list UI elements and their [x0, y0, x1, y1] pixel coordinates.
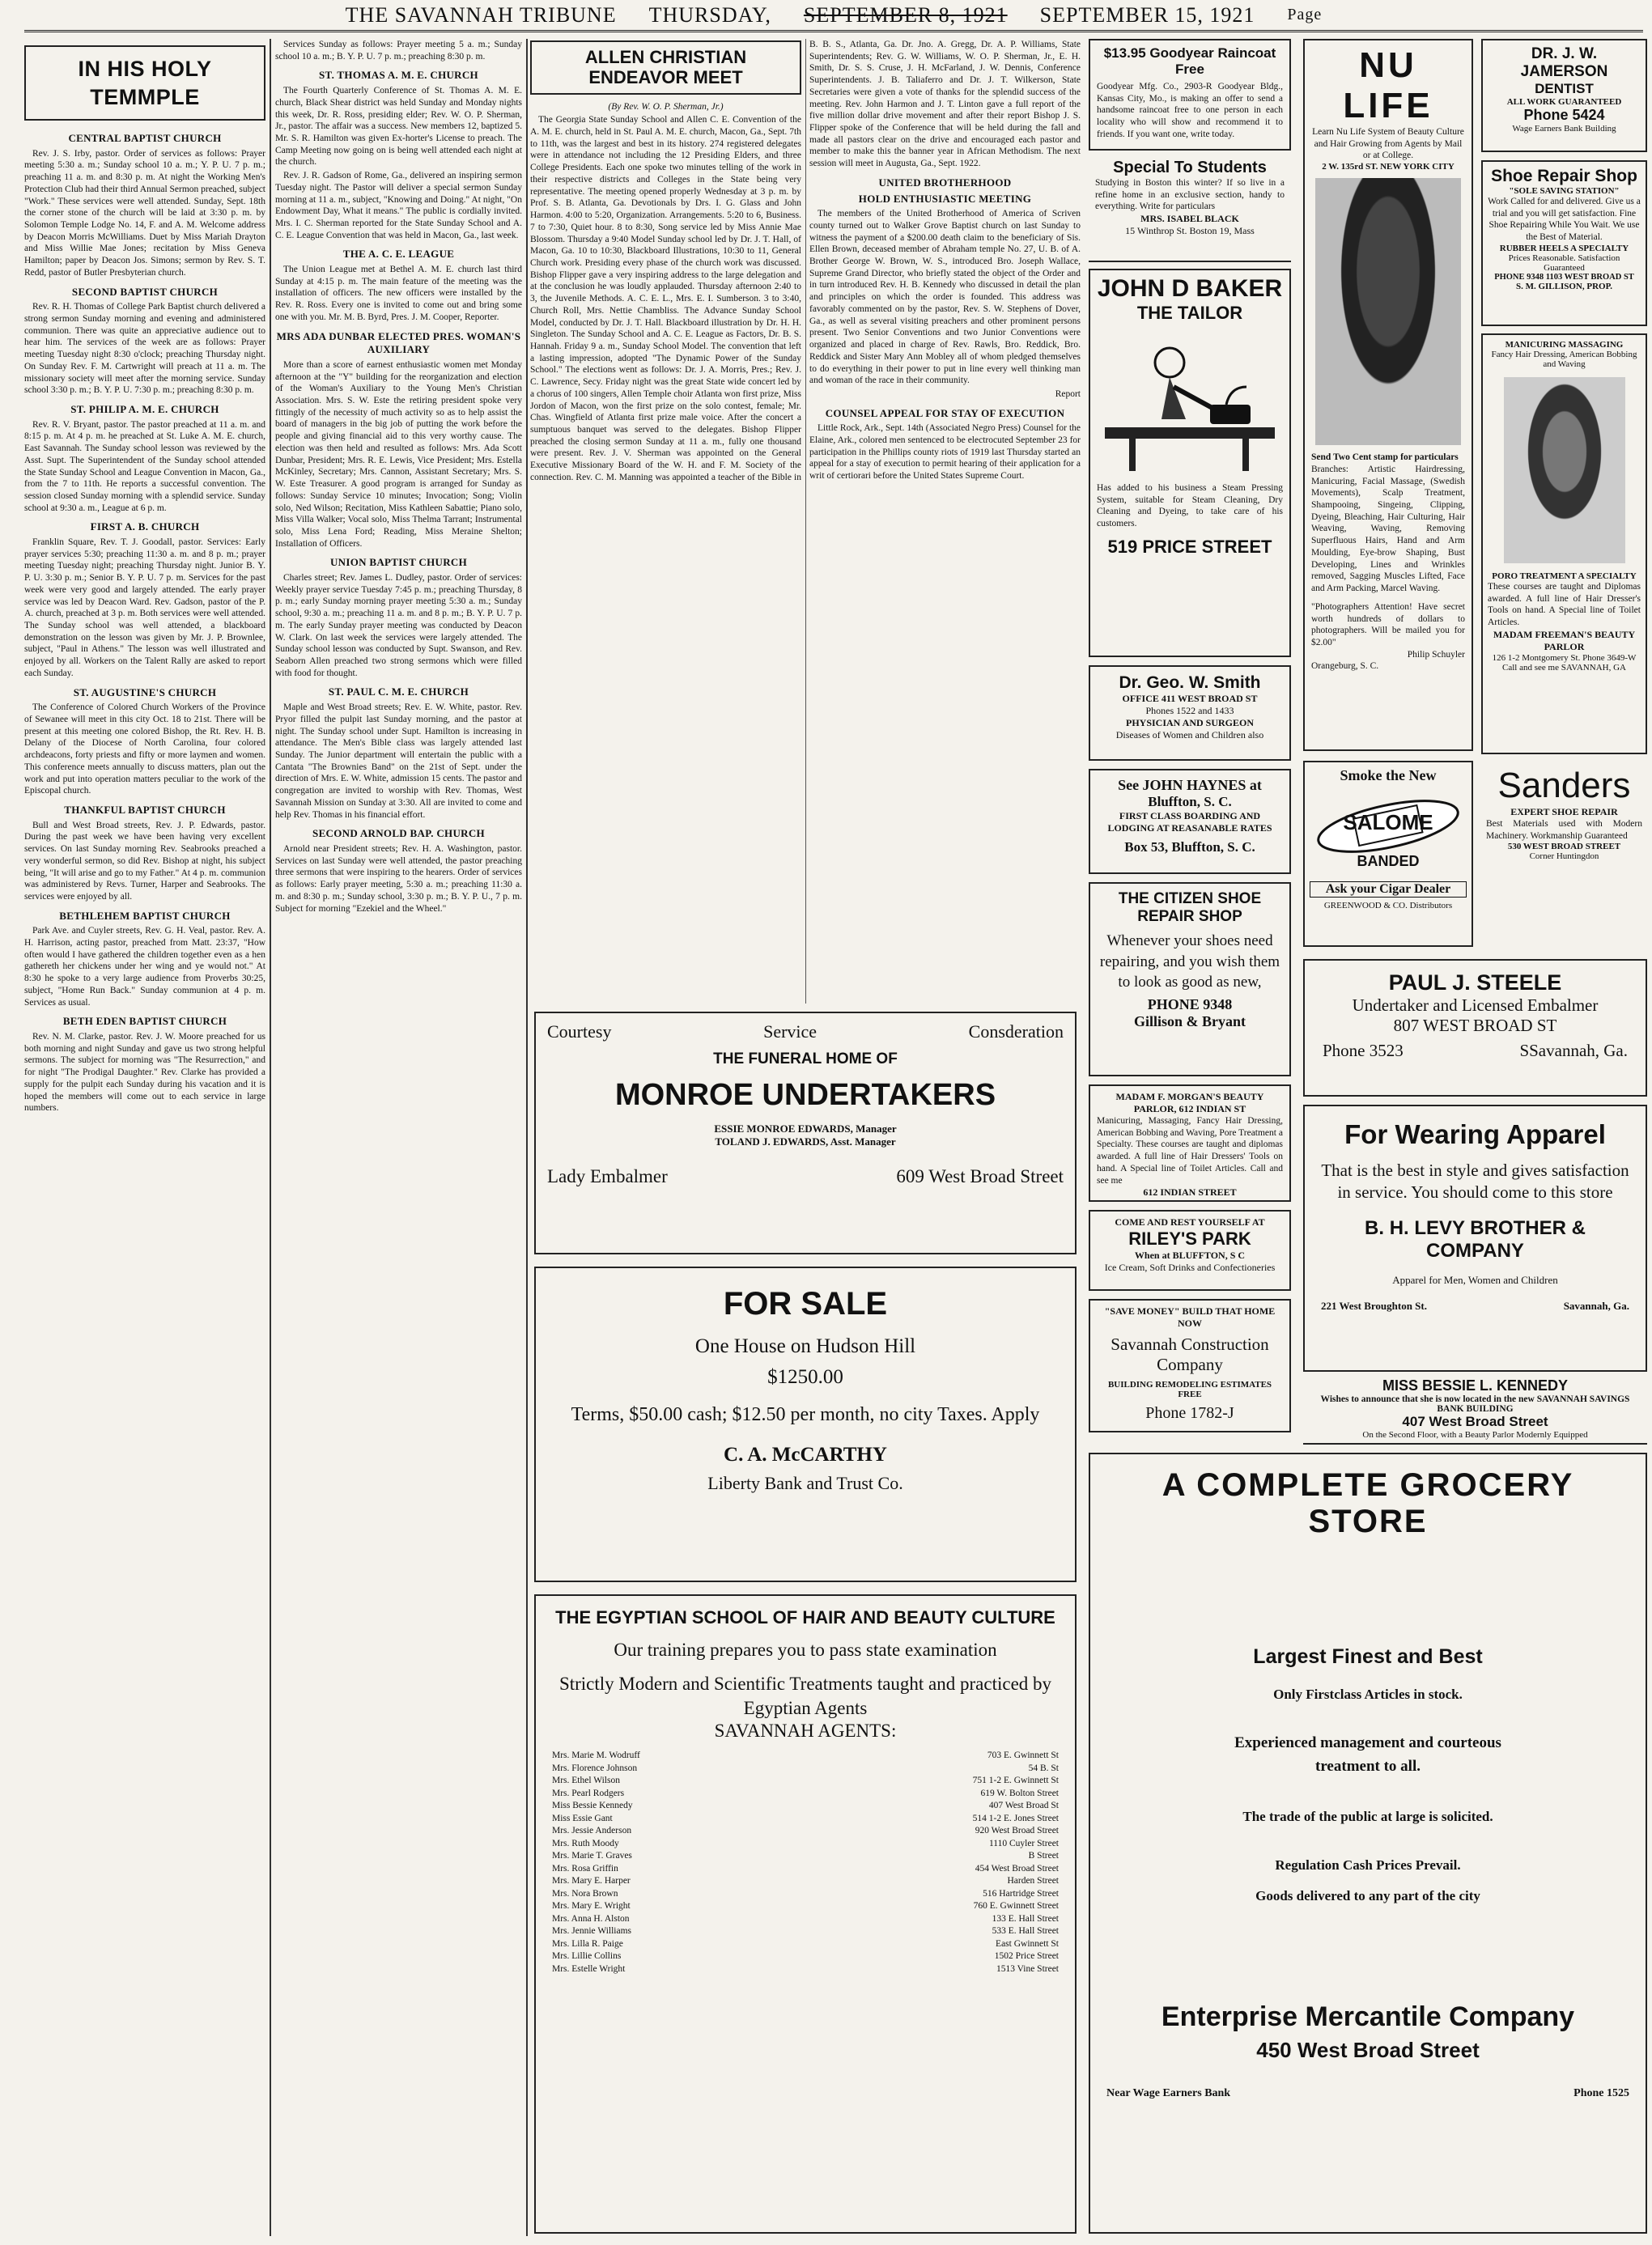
- funeral-tag-1: Courtesy: [547, 1021, 612, 1042]
- haynes-line1: See JOHN HAYNES at: [1118, 777, 1262, 793]
- brotherhood-heading: UNITED BROTHERHOOD: [878, 176, 1012, 189]
- section-body: Rev. J. S. Irby, pastor. Order of services as follows: Prayer meeting 5:30 a. m.; Sunday school 10 a. m.; Y. P. U. 7 p. m.; preaching 11 a. m. and 8:30 p. m. At night the Working Men's Protection Club had their third Annual Sermon preached, subject "Work." These services were well attended. Sunday, Sept. 18th the corner stone of the church will be laid at 3:30 p. m. by Solomon Temple Lodge No. 14, F. and A. M. Welcome address by Deacon Morris McWilliams. Duet by Miss Mariah Drayton and Miss Willie Mae Jones; recitation by Miss Geneva Hamilton; paper by Deacon Jos. Simons; sermon by Rev. S. T. Redd, pastor of Butler Presbyterian church.: [24, 148, 265, 278]
- section-body: The Union League met at Bethel A. M. E. church last third Sunday at 4:15 p. m. The main feature of the meeting was the installation of officers. The new officers were installed by the Rev. R. Ross. Every one is invited to come out and bring some one with you. Mr. M. B. Byrd, Pres. J. M. Cooper, Reporter.: [275, 265, 522, 322]
- salome-cigar-ad: [1303, 761, 1473, 947]
- kennedy-line1: Wishes to announce that she is now located in the new SAVANNAH SAVINGS BANK BUILDING: [1320, 1394, 1630, 1414]
- students-body: Studying in Boston this winter? If so live in a refine home in an exclusive section, handy to everything. Write for particulars: [1095, 178, 1285, 212]
- for-sale-bank: Liberty Bank and Trust Co.: [707, 1473, 903, 1493]
- paper-name: THE SAVANNAH TRIBUNE: [345, 2, 617, 27]
- funeral-tagline-row: [547, 1021, 1064, 1042]
- agent-name: Miss Bessie Kennedy: [552, 1801, 633, 1811]
- funeral-bottom-row: [547, 1166, 1064, 1187]
- agent-name: Mrs. Jessie Anderson: [552, 1826, 632, 1836]
- allen-endeavor-headline: ALLEN CHRISTIAN ENDEAVOR MEET: [584, 47, 747, 88]
- morgan-title: MADAM F. MORGAN'S BEAUTY PARLOR, 612 INDIAN ST: [1115, 1091, 1264, 1114]
- grocery-title: A COMPLETE GROCERY STORE: [1161, 1467, 1574, 1539]
- section-heading: ST. THOMAS A. M. E. CHURCH: [319, 69, 478, 82]
- agent-name: Mrs. Estelle Wright: [552, 1963, 626, 1974]
- freeman-city: Call and see me SAVANNAH, GA: [1502, 662, 1626, 673]
- tailor-pressing-illustration: [1097, 330, 1283, 476]
- section-heading: THANKFUL BAPTIST CHURCH: [64, 804, 226, 816]
- section-body: Rev. R. H. Thomas of College Park Baptist church delivered a strong sermon Sunday morning and evening and administered communion. There was quite an appreciative audience out to hear him. The services of the week are as follows: Prayer meeting Tuesday night 8:30 o'clock; preaching Thursday night. On Sunday Rev. F. M. Cartwright will preach at 11 a. m. The missionary society will meet after the morning service. Sunday school 3:30 p. m.; B. Y. P. U. 7:30 p. m.; preaching 8:30 p. m.: [24, 302, 265, 396]
- masthead: [24, 0, 1643, 32]
- agent-address: 703 E. Gwinnett St: [987, 1751, 1059, 1761]
- egyptian-line1: Our training prepares you to pass state examination: [614, 1640, 997, 1661]
- appeal-body: Little Rock, Ark., Sept. 14th (Associated Negro Press) Counsel for the Elaine, Ark., colored men sentenced to be electrocuted September 23 for participation in the Phillips county riots of 1919 last Thursday started an appeal for a stay of execution to permit hearing of their application for a writ of certiorari before the United States Supreme Court.: [809, 423, 1081, 482]
- agent-row: [550, 1863, 1060, 1876]
- section-heading: BETH EDEN BAPTIST CHURCH: [62, 1015, 227, 1028]
- agent-name: Mrs. Pearl Rodgers: [552, 1788, 625, 1798]
- section-body: Franklin Square, Rev. T. J. Goodall, pastor. Services: Early prayer services 5:30; preaching 11:30 a. m. and 8 p. m.; prayer meeting Tuesday night; preaching Thursday night. Junior B. Y. P. U. 3:30 p. m.; Senior B. Y. P. U. 7 p. m. Services for the past week were very good and largely attended. The early prayer service was led by Deacon Ward. Rev. Gadson, pastor of the P. A. church, preached at 3 p. m. Both services were well attended. The Sunday school was well attended, a blackboard demonstration on the lesson was given by Mr. J. P. Brownlee, subject, "Paul in Athens." The lesson was well illustrated and enjoyed by all. Workers on the Talent Rally are asked to report each Sunday.: [24, 537, 265, 678]
- section-heading: SECOND BAPTIST CHURCH: [71, 285, 219, 298]
- savannah-construction-ad: [1089, 1299, 1291, 1432]
- agent-row: [550, 1875, 1060, 1888]
- riley-line4: Ice Cream, Soft Drinks and Confectioneries: [1104, 1262, 1276, 1273]
- section-heading: CENTRAL BAPTIST CHURCH: [68, 132, 222, 145]
- goodyear-body: Goodyear Mfg. Co., 2903-R Goodyear Bldg., Kansas City, Mo., is making an offer to send a handsome raincoat free to one person in each locality who will show and recommend it to friends. If you want one, write today.: [1097, 82, 1283, 139]
- nu-life-town: Orangeburg, S. C.: [1311, 661, 1379, 672]
- section-body: Park Ave. and Cuyler streets, Rev. G. H. Veal, pastor. Rev. A. H. Harrison, acting pastor, preached from Matt. 23:37, "How often would I have gathered the children together even as a hen gathereth her chickens under her wing and ye would not." At 8:30 he spoke to a very large audience from Proverbs 30:25, subject, "Home Run Back." Sunday communion at 4 p. m. Services as usual.: [24, 926, 265, 1008]
- jamerson-name: DR. J. W. JAMERSON: [1520, 45, 1608, 80]
- levy-line1: That is the best in style and gives satisfaction in service. You should come to this store: [1321, 1161, 1629, 1203]
- baker-address: 519 PRICE STREET: [1107, 536, 1272, 557]
- agent-name: Mrs. Mary E. Harper: [552, 1876, 631, 1886]
- agent-name: Mrs. Nora Brown: [552, 1888, 618, 1899]
- masthead-date: SEPTEMBER 15, 1921: [1039, 2, 1255, 27]
- steele-bottom-row: [1323, 1041, 1628, 1061]
- construction-phone: Phone 1782-J: [1145, 1404, 1234, 1422]
- salome-line1: Smoke the New: [1340, 767, 1437, 783]
- nu-life-stamp-note: Send Two Cent stamp for particulars: [1311, 452, 1459, 463]
- egyptian-line2: Strictly Modern and Scientific Treatments taught and practiced by Egyptian Agents: [558, 1674, 1052, 1719]
- freeman-address: 126 1-2 Montgomery St. Phone 3649-W: [1492, 652, 1637, 663]
- grocery-line3: Experienced management and courteous treatment to all.: [1234, 1734, 1501, 1775]
- freeman-portrait: [1504, 377, 1625, 563]
- madam-freeman-ad: [1481, 333, 1647, 754]
- morgan-body: Manicuring, Massaging, Fancy Hair Dressing, American Bobbing and Waving, Pore Treatment a Specialty. These courses are taught and diplomas awarded. A full line of Hair Dressers' Tools on hand. A Special line of Toilet Articles. Call and see me: [1097, 1116, 1283, 1186]
- funeral-address: 609 West Broad Street: [896, 1166, 1064, 1186]
- agent-address: 454 West Broad Street: [975, 1863, 1059, 1874]
- masthead-day: THURSDAY,: [648, 2, 771, 27]
- agent-row: [550, 1900, 1060, 1913]
- construction-line2: BUILDING REMODELING ESTIMATES FREE: [1107, 1380, 1272, 1399]
- agent-address: East Gwinnett St: [996, 1938, 1059, 1949]
- funeral-tag-3: Consderation: [968, 1021, 1064, 1042]
- agent-address: Harden Street: [1007, 1876, 1059, 1886]
- in-his-holy-temple-headline: IN HIS HOLY TEMMPLE: [78, 57, 212, 109]
- agent-name: Mrs. Jennie Williams: [552, 1926, 632, 1937]
- citizen-shoe-ad: [1089, 882, 1291, 1076]
- section-body: Rev. R. V. Bryant, pastor. The pastor preached at 11 a. m. and 8:15 p. m. At 4 p. m. he preached at St. Luke A. M. E. church, East Savannah. The Sunday school lesson was reviewed by the Asst. Supt. The Superintendent of the Sunday school attended the State Sunday School and League Convention in Macon, Ga., from the 7 to 11th. He reports a successful convention. The session closed Sunday morning with a splendid service. Sunday school at 9:30 a. m., League at 6 p. m.: [24, 419, 265, 513]
- steele-phone: Phone 3523: [1323, 1041, 1404, 1060]
- nu-life-photographers-note: "Photographers Attention! Have secret worth hundreds of dollars to photographers. Will be mailed you for $2.00": [1311, 601, 1465, 647]
- shoe-repair-prices: Prices Reasonable. Satisfaction Guaranteed: [1508, 253, 1620, 273]
- for-sale-house: One House on Hudson Hill: [694, 1335, 916, 1357]
- citizen-title: THE CITIZEN SHOE REPAIR SHOP: [1118, 890, 1262, 925]
- in-his-holy-temple-headline-box: [24, 45, 265, 121]
- haynes-line4: Box 53, Bluffton, S. C.: [1124, 839, 1255, 855]
- appeal-heading: COUNSEL APPEAL FOR STAY OF EXECUTION: [825, 406, 1065, 419]
- steele-city: SSavannah, Ga.: [1519, 1041, 1628, 1060]
- special-students-ad: [1089, 155, 1291, 262]
- grocery-line1: Largest Finest and Best: [1253, 1645, 1483, 1668]
- funeral-asst-manager: TOLAND J. EDWARDS, Asst. Manager: [715, 1135, 896, 1148]
- sanders-line1: EXPERT SHOE REPAIR: [1510, 806, 1618, 817]
- nu-life-portrait: [1315, 178, 1461, 445]
- citizen-body: Whenever your shoes need repairing, and you wish them to look as good as new,: [1099, 932, 1280, 991]
- section-body: Charles street; Rev. James L. Dudley, pastor. Order of services: Weekly prayer service Tuesday 7:45 p. m.; preaching Thursday, 8 p. m.; early Sunday morning prayer meeting 5:30 a. m.; Sunday school, 9:30 a. m.; preaching 11 a. m. and 8 p. m.; B. Y. P. U. 7 p. m. The early Sunday prayer meeting was conducted by Deacon W. Clark. On last week the services were largely attended. The Sunday school lesson was conducted by Supt. Swanson, and Rev. Seaborn Allen preached two strong sermons which were filled with food for thought.: [275, 573, 522, 678]
- egyptian-agents-title: SAVANNAH AGENTS:: [714, 1721, 897, 1742]
- freeman-line3: PORO TREATMENT A SPECIALTY: [1492, 571, 1637, 581]
- monroe-undertakers-ad: [534, 1012, 1077, 1254]
- kennedy-address: 407 West Broad Street: [1402, 1414, 1548, 1429]
- jamerson-building: Wage Earners Bank Building: [1512, 124, 1616, 134]
- agent-address: 1513 Vine Street: [996, 1963, 1059, 1974]
- section-body: More than a score of earnest enthusiastic women met Monday afternoon at the "Y" building for the reorganization and election of the Woman's Auxiliary to the Young Men's Christian Association. Mrs. S. W. Este the retiring president spoke very fittingly of the necessity of much activity so as to help assist the board of managers in the big job of putting the work before the people and giving financial aid to this very worthy cause. The election was then held and resulted as follows: Mrs. Ada Scott Dunbar, President; Mrs. R. E. Lewis, Vice President; Mrs. Estella McKinley, Secretary; Mrs. Cannon, Assistant Secretary; Mrs. S. W. Este Treasurer. A good program is arranged for Sunday as follows: Sunday Service 10 minutes; Invocation; Song; Violin solo, Ned Wilson; Recitation, Miss Kathleen Sabattie; Piano solo, Miss Villa Walker; Vocal solo, Miss Thelma Tarrant; Instrumental solo, Miss Lena Ford; Reading, Miss Meraine Shelton; Installation of Officers.: [275, 359, 522, 549]
- goodyear-headline: $13.95 Goodyear Raincoat Free: [1103, 45, 1276, 77]
- column-rule: [526, 39, 528, 2236]
- riley-line3: When at BLUFFTON, S C: [1134, 1250, 1246, 1261]
- salome-distributor: GREENWOOD & CO. Distributors: [1323, 901, 1453, 910]
- salome-brand: SALOME: [1343, 810, 1433, 834]
- baker-body: Has added to his business a Steam Pressing System, suitable for Steam Cleaning, Dry Cleaning and Dyeing, to take care of his customers.: [1097, 483, 1283, 529]
- agent-name: Mrs. Anna H. Alston: [552, 1913, 630, 1924]
- nu-life-address: 2 W. 135rd ST. NEW YORK CITY: [1322, 162, 1455, 172]
- citizen-phone: PHONE 9348: [1147, 995, 1233, 1012]
- smith-name: Dr. Geo. W. Smith: [1119, 673, 1261, 692]
- egyptian-title: THE EGYPTIAN SCHOOL OF HAIR AND BEAUTY CULTURE: [555, 1607, 1055, 1628]
- kennedy-line2: On the Second Floor, with a Beauty Parlor Modernly Equipped: [1362, 1430, 1588, 1440]
- agent-row: [550, 1800, 1060, 1813]
- steele-name: PAUL J. STEELE: [1388, 970, 1562, 995]
- levy-bottom-row: [1321, 1300, 1629, 1313]
- john-baker-tailor-ad: [1089, 269, 1291, 657]
- nu-life-branches: Branches: Artistic Hairdressing, Manicuring, Facial Massage, (Swedish Movements), Scalp Treatment, Shampooing, Singeing, Clipping, Dyeing, Bleaching, Hair Culturing, Hair Weaving, Waving, Removing Superfluous Hairs, Hand and Arm Moulding, Eye-brow Shaping, Bust Developing, Lines and Wrinkles removed, Sagging Muscles Lifted, Face and Arm Packing, Marcel Waving.: [1311, 464, 1465, 594]
- agent-row: [550, 1913, 1060, 1926]
- baker-tagline: THE TAILOR: [1136, 303, 1243, 323]
- agent-address: 407 West Broad St: [988, 1801, 1059, 1811]
- section-heading: FIRST A. B. CHURCH: [90, 520, 200, 533]
- john-haynes-ad: [1089, 769, 1291, 874]
- grocery-store-ad: [1089, 1453, 1647, 2234]
- freeman-line2: Fancy Hair Dressing, American Bobbing and Waving: [1491, 350, 1637, 369]
- freeman-line1: MANICURING MASSAGING: [1505, 340, 1624, 350]
- riley-line1: COME AND REST YOURSELF AT: [1115, 1216, 1265, 1228]
- jamerson-guarantee: ALL WORK GUARANTEED: [1506, 97, 1622, 107]
- construction-line1: "SAVE MONEY" BUILD THAT HOME NOW: [1104, 1305, 1276, 1329]
- grocery-near: Near Wage Earners Bank: [1106, 2087, 1231, 2099]
- section-body: The Fourth Quarterly Conference of St. Thomas A. M. E. church, Black Shear district was held Sunday and Monday nights this week, Dr. R. Ross, presiding elder; Rev. W. O. P. Sherman, Jr., pastor. The affair was a success. New members 12, baptized 5. Mr. S. R. Hamilton was given Ex-horter's License to preach. The Camp Meeting now going on is being well attended each night at the church.: [275, 86, 522, 168]
- monroe-name: MONROE UNDERTAKERS: [614, 1078, 996, 1112]
- nu-life-ad: [1303, 39, 1473, 751]
- levy-name: B. H. LEVY BROTHER & COMPANY: [1365, 1216, 1586, 1262]
- column-allen-endeavor: [530, 39, 1081, 1004]
- smith-phones: Phones 1522 and 1433: [1145, 705, 1234, 716]
- for-sale-title: FOR SALE: [723, 1286, 888, 1322]
- agent-row: [550, 1838, 1060, 1851]
- agent-address: 516 Hartridge Street: [983, 1888, 1059, 1899]
- salome-line3: Ask your Cigar Dealer: [1310, 881, 1467, 898]
- for-sale-contact: C. A. McCARTHY: [724, 1444, 887, 1466]
- agent-address: 1110 Cuyler Street: [988, 1838, 1059, 1848]
- sanders-shoe-ad: [1481, 761, 1647, 947]
- agent-address: 514 1-2 E. Jones Street: [972, 1813, 1059, 1823]
- grocery-line6: Goods delivered to any part of the city: [1255, 1888, 1480, 1903]
- agent-address: 751 1-2 E. Gwinnett St: [972, 1776, 1059, 1786]
- agent-name: Mrs. Lillie Collins: [552, 1951, 622, 1962]
- grocery-line2: Only Firstclass Articles in stock.: [1273, 1687, 1463, 1702]
- funeral-home-line: THE FUNERAL HOME OF: [713, 1050, 898, 1067]
- sanders-name: Sanders: [1497, 766, 1631, 805]
- grocery-company: Enterprise Mercantile Company: [1161, 2001, 1575, 2032]
- grocery-address: 450 West Broad Street: [1256, 2038, 1480, 2062]
- section-heading: THE A. C. E. LEAGUE: [342, 248, 455, 261]
- agent-row: [550, 1750, 1060, 1763]
- shoe-repair-sub: "SOLE SAVING STATION": [1509, 186, 1620, 196]
- brotherhood-subheading: HOLD ENTHUSIASTIC MEETING: [858, 192, 1032, 205]
- page-label: Page: [1287, 6, 1323, 23]
- jamerson-phone: Phone 5424: [1523, 107, 1605, 123]
- haynes-line3: FIRST CLASS BOARDING AND LODGING AT REASANABLE RATES: [1107, 810, 1272, 834]
- grocery-line4: The trade of the public at large is solicited.: [1242, 1809, 1493, 1824]
- agent-row: [550, 1938, 1060, 1951]
- freeman-line4: These courses are taught and Diplomas awarded. A full line of Hair Dresser's Tools on hand. A Special line of Toilet Articles.: [1488, 582, 1641, 628]
- grocery-line5: Regulation Cash Prices Prevail.: [1275, 1857, 1461, 1873]
- students-address: 15 Winthrop St. Boston 19, Mass: [1125, 225, 1255, 237]
- agent-name: Mrs. Marie M. Wodruff: [552, 1751, 640, 1761]
- sanders-line3: 530 WEST BROAD STREET: [1507, 842, 1621, 852]
- levy-address: 221 West Broughton St.: [1321, 1299, 1427, 1312]
- agent-row: [550, 1825, 1060, 1838]
- allen-endeavor-byline: (By Rev. W. O. P. Sherman, Jr.): [608, 101, 724, 112]
- agent-name: Miss Essie Gant: [552, 1813, 613, 1823]
- shoe-repair-title: Shoe Repair Shop: [1491, 167, 1637, 185]
- nu-life-signature: Philip Schuyler: [1407, 649, 1465, 660]
- agent-address: 54 B. St: [1028, 1763, 1059, 1773]
- citizen-owners: Gillison & Bryant: [1133, 1012, 1246, 1029]
- shoe-repair-shop-ad: [1481, 160, 1647, 326]
- agent-row: [550, 1763, 1060, 1776]
- levy-line2: Apparel for Men, Women and Children: [1392, 1273, 1558, 1286]
- shoe-repair-rubber: RUBBER HEELS A SPECIALTY: [1499, 243, 1629, 253]
- nu-life-title: NU LIFE: [1343, 45, 1433, 125]
- funeral-manager: ESSIE MONROE EDWARDS, Manager: [714, 1122, 897, 1135]
- agent-row: [550, 1950, 1060, 1963]
- egyptian-school-ad: [534, 1594, 1077, 2234]
- allen-endeavor-headline-box: [530, 40, 801, 95]
- column-church-news-1: [24, 39, 265, 2236]
- column-church-news-2: [275, 39, 522, 2236]
- construction-name: Savannah Construction Company: [1111, 1335, 1269, 1374]
- madam-morgan-ad: [1089, 1084, 1291, 1202]
- levy-title: For Wearing Apparel: [1344, 1119, 1606, 1149]
- agents-table: [550, 1750, 1060, 1976]
- shoe-repair-phone: PHONE 9348 1103 WEST BROAD ST: [1494, 272, 1634, 282]
- for-sale-ad: [534, 1267, 1077, 1582]
- agent-row: [550, 1925, 1060, 1938]
- section-heading: BETHLEHEM BAPTIST CHURCH: [59, 909, 231, 922]
- agent-row: [550, 1850, 1060, 1863]
- morgan-address: 612 INDIAN STREET: [1143, 1186, 1237, 1199]
- agent-address: 133 E. Hall Street: [992, 1913, 1059, 1924]
- funeral-embalmer: Lady Embalmer: [547, 1166, 668, 1186]
- agent-name: Mrs. Ruth Moody: [552, 1838, 619, 1848]
- freeman-parlor: MADAM FREEMAN'S BEAUTY PARLOR: [1493, 628, 1636, 652]
- steele-line1: Undertaker and Licensed Embalmer: [1352, 995, 1599, 1015]
- agent-name: Mrs. Florence Johnson: [552, 1763, 638, 1773]
- masthead-date-struck: SEPTEMBER 8, 1921: [803, 2, 1008, 27]
- section-body: Rev. J. R. Gadson of Rome, Ga., delivered an inspiring sermon Tuesday night. The Pastor will deliver a special sermon Sunday morning at 11 a. m., subject, "Knowing and Doing." At night, "On Endowment Day, What it means." The public is cordially invited. Mrs. I. C. Sherman reported for the State Sunday School and A. C. E. League Convention that was held in Macon, Ga., last week.: [275, 171, 522, 240]
- shoe-repair-body: Work Called for and delivered. Give us a trial and you will get satisfaction. Fine Shoe Repairing While You Wait. We use the Best of Material.: [1488, 197, 1641, 243]
- students-title: Special To Students: [1113, 159, 1267, 176]
- section-body: Rev. N. M. Clarke, pastor. Rev. J. W. Moore preached for us both morning and night Sunday and gave us two strong helpful sermons. The subject for morning was "The Resurrection," and for night "The Prodigal Daughter." Rev. Clarke has provided a supply for the pulpit each Sunday during his vacation and it is hoped the members will come out to each service in large numbers.: [24, 1031, 265, 1114]
- section-heading: ST. PHILIP A. M. E. CHURCH: [70, 403, 219, 415]
- agent-name: Mrs. Rosa Griffin: [552, 1863, 618, 1874]
- haynes-line2: Bluffton, S. C.: [1148, 794, 1232, 809]
- agent-address: 619 W. Bolton Street: [980, 1788, 1059, 1798]
- smith-office: OFFICE 411 WEST BROAD ST: [1122, 693, 1258, 704]
- sanders-line4: Corner Huntingdon: [1529, 851, 1599, 862]
- section-body: Services Sunday as follows: Prayer meeting 5 a. m.; Sunday school 10 a. m.; B. Y. P. U. 7 p. m.; preaching 8:30 p. m.: [275, 40, 522, 62]
- levy-city: Savannah, Ga.: [1563, 1299, 1629, 1312]
- paul-steele-ad: [1303, 959, 1647, 1097]
- brotherhood-body: The members of the United Brotherhood of America of Scriven county turned out to Walker Grove Baptist church on last Sunday to witness the payment of a $200.00 death claim to the beneficiary of Sis. Ellen Brown, deceased member of Abraham temple No. 27, U. B. of A. Brother George W. Brown, W. S., introduced Bro. Joseph Wallace, Supreme Grand Director, who briefly stated the object of the Order and in turn introduced Rev. H. B. Kennedy who discussed in detail the plan and principles on which the order is founded. This address was favorably commented on by the pastor, Rev. S. W. Stephens of Dover, Ga., as well as several visiting preachers and other prominent persons present. Two Senior Conventions and two Junior Conventions were organized and placed in charge of Rev. Rawls, Bro. Reddick, Bro. Reddick and Sister Mary Ann Mobley all of whom pledged themselves to do everything in their power to put in line every well thinking man and woman of the race in their community.: [809, 209, 1081, 386]
- grocery-phone: Phone 1525: [1573, 2087, 1629, 2099]
- section-body: Bull and West Broad streets, Rev. J. P. Edwards, pastor. During the past week we have been having very excellent services. On last Sunday morning Rev. Seabrooks preached a very wonderful sermon, so did Rev. Bishop at night, his subject being, "It will arise and go to my Father." At 4 p. m. communion was administered by Revs. Turner, Harper and Seabrooks. The services were enjoyed by all.: [24, 820, 265, 902]
- levy-brother-ad: [1303, 1105, 1647, 1372]
- agent-row: [550, 1813, 1060, 1826]
- col2-sections: [275, 39, 522, 915]
- for-sale-terms: Terms, $50.00 cash; $12.50 per month, no city Taxes. Apply: [571, 1404, 1040, 1425]
- agent-name: Mrs. Mary E. Wright: [552, 1901, 631, 1912]
- agent-row: [550, 1963, 1060, 1976]
- agent-address: 920 West Broad Street: [975, 1826, 1059, 1836]
- jamerson-role: DENTIST: [1535, 81, 1594, 96]
- goodyear-raincoat-ad: [1089, 39, 1291, 151]
- agent-address: B Street: [1028, 1851, 1059, 1861]
- agent-name: Mrs. Lilla R. Paige: [552, 1938, 623, 1949]
- section-heading: UNION BAPTIST CHURCH: [329, 556, 467, 569]
- column-rule: [270, 39, 271, 2236]
- section-body: The Conference of Colored Church Workers of the Province of Sewanee will meet in this city Oct. 18 to 21st. There will be present at this meeting one colored Bishop, the Rt. Rev. H. B. Delany of the Diocese of North Carolina, four colored archdeacons, forty priests and fifty or more laymen and women. This conference meets annually to discuss matters, plan out the work and put into operation matters peculiar to the work of the Episcopal church.: [24, 702, 265, 796]
- agent-address: 760 E. Gwinnett Street: [973, 1901, 1059, 1912]
- agent-row: [550, 1788, 1060, 1801]
- agent-name: Mrs. Ethel Wilson: [552, 1776, 620, 1786]
- agent-address: 1502 Price Street: [994, 1951, 1059, 1962]
- agent-row: [550, 1775, 1060, 1788]
- section-heading: SECOND ARNOLD BAP. CHURCH: [312, 827, 485, 840]
- sanders-line2: Best Materials used with Modern Machinery. Workmanship Guaranteed: [1486, 819, 1642, 841]
- riley-name: RILEY'S PARK: [1128, 1229, 1251, 1249]
- baker-name: JOHN D BAKER: [1097, 275, 1283, 302]
- grocery-bottom-row: [1106, 2087, 1629, 2100]
- for-sale-price: $1250.00: [767, 1366, 843, 1388]
- section-body: Arnold near President streets; Rev. H. A. Washington, pastor. Services on last Sunday were well attended, the pastor preaching three sermons that were inspiring to the hearers. Order of services as follows: Early prayer meeting, 5:30 a. m.; preaching 11:30 a. m. and 8:30 p. m.; Sunday school, 3:30 p. m.; B. Y. P. U., 7 p. m. Subject for morning "Ezekiel and the Wheel.": [275, 843, 522, 914]
- rileys-park-ad: [1089, 1210, 1291, 1291]
- steele-line2: 807 WEST BROAD ST: [1393, 1016, 1557, 1035]
- agent-row: [550, 1888, 1060, 1901]
- students-name: MRS. ISABEL BLACK: [1140, 213, 1239, 225]
- allen-endeavor-body: The Georgia State Sunday School and Allen C. E. Convention of the A. M. E. church, held in St. Paul A. M. E. church, Macon, Ga., Sept. 7th to 11th, was the largest and best in its history. 274 registered delegates were in attendance not including the 12 Presiding Elders, and three College Presidents. Each one spoke two minutes telling of the work in their respective districts and Colleges in the State being very representative. The meeting opened properly Wednesday at 3 p. m. by Prof. S. B. Atlanta, Ga. Devotionals by Drs. I. G. Glass and John Harmon. 4:00 to 5:20, Organization. Arrangements. 5:20 to 6, Business. 7 to 7:30, Quiet hour. 8 to 8:30, Song service led by Miss Annie Mae Blossom. Thursday a 9:40 Model Sunday school led by Dr. J. T. Hall, of Macon, Ga. 10 to 10:30, Blackboard Illustrations, 10:30 to 11, General Church work. Presiding every phase of the church work was discussed. Bishop Flipper gave a very inspiring address to the large delegation and at the conclusion he was loudly applauded. Thursday afternoon 2:40 to 3, the Juvenile Methods. A. C. E. L., Mrs. E. I. Sumberson. 3 to 3:40, Church Roll, Mrs. Nettie Chambliss. The Advance Sunday School Model, conducted by Dr. J. T. Hall. Blackboard illustration by Dr. H. H. Singleton. The Sunday School and A. C. E. League as Factors, Dr. B. S. Hannah. Friday 9 a. m., Sunday School Model. The convention that left a lasting impression, adopted "The Dynamic Power of the Sunday School." The elections went as follows: Dr. J. A. Morris, Pres.; Rev. J. C. Lawrence, Secy. Friday night was the great State wide concert led by a chorus of 100 singers, Allen Temple choir Atlanta won first prize, Miss Jordon of Macon, won the first prize on the solo contest, female; Mr. Chas. Wingfield of Atlanta first prize male voice. After the concert a sumptuous banquet was served to the delegates. Bishop Flipper preached the closing sermon Sunday at 11 a. m., fully one thousand were present. Rev. J. V. Sherman was appointed on the General Executive Missionary Board of the W. H. and F. M. Society of the connection. Rev. C. M. Manning was appointed a teacher of the Bible in B. B. S., Atlanta, Ga. Dr. Jno. A. Gregg, Dr. A. P. Williams, State Superintendents; Rev. G. W. Williams, W. O. P. Sherman, Jr., E. H. Smith, Dr. S. S. Cruse, J. H. McFarland, J. W. Dennis, Conference Superintendents. J. B. Taliaferro and Dr. J. T. Wilkerson, State Secretaries were given a vote of thanks for the splendid success of the meeting. Rev. John Harmon and J. T. Linton gave a full report of the five million dollar drive movement and after their report Bishop J. S. Flipper spoke of the Conference that will be held during the fall and made all pastors clear on the drive and encouraged each pastor and member to make this the banner year in African Methodism. The next session will meet in Augusta, Ga., Sept. 1922.: [530, 40, 1081, 482]
- section-heading: ST. PAUL C. M. E. CHURCH: [328, 685, 469, 698]
- bessie-kennedy-ad: [1303, 1376, 1647, 1445]
- agent-address: 533 E. Hall Street: [992, 1926, 1059, 1937]
- brotherhood-signature: Report: [1055, 388, 1081, 399]
- dr-smith-ad: [1089, 665, 1291, 761]
- salome-banded: BANDED: [1357, 853, 1420, 869]
- section-heading: ST. AUGUSTINE'S CHURCH: [73, 685, 217, 698]
- smith-specialty: Diseases of Women and Children also: [1115, 729, 1264, 741]
- funeral-tag-2: Service: [763, 1021, 818, 1042]
- kennedy-name: MISS BESSIE L. KENNEDY: [1382, 1377, 1569, 1394]
- col1-sections: [24, 132, 265, 1114]
- section-heading: MRS ADA DUNBAR ELECTED PRES. WOMAN'S AUXILIARY: [276, 329, 521, 356]
- dr-jamerson-ad: [1481, 39, 1647, 152]
- shoe-repair-prop: S. M. GILLISON, PROP.: [1515, 281, 1613, 291]
- nu-life-line1: Learn Nu Life System of Beauty Culture and Hair Growing from Agents by Mail or at College.: [1312, 127, 1464, 161]
- section-body: Maple and West Broad streets; Rev. E. W. White, pastor. Rev. Pryor filled the pulpit last Sunday morning, and the pastor at night. The Sunday school under Supt. Hamilton is increasing in attendance. The Men's Bible class was largely attended last Sunday. The Junior department will entertain the public with a Cantata "The Brownies Band" on the 21st of Sept. under the direction of Mrs. E. W. White, admission 15 cents. The pastor and congregation are invited to worship with Rev. Thomas, West Savannah Mission on Sunday at 3:30. All are invited to come and help Rev. Thomas in his financial effort.: [275, 702, 522, 820]
- smith-role: PHYSICIAN AND SURGEON: [1125, 717, 1255, 728]
- agent-name: Mrs. Marie T. Graves: [552, 1851, 632, 1861]
